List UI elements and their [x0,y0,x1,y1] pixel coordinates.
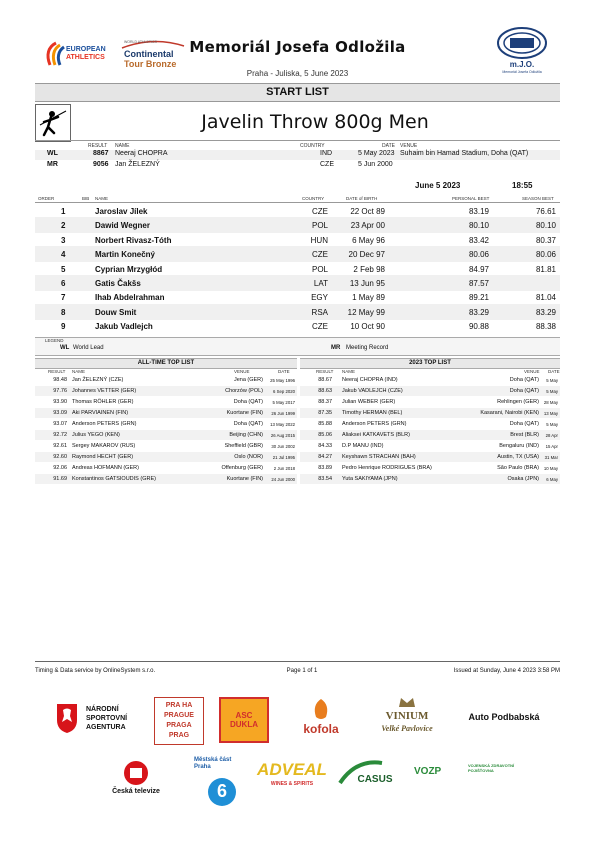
cell-country: CZE [312,207,328,216]
toplist-cell-d: 13 May 2022 [270,422,295,427]
cell-dob: 10 Oct 90 [350,322,385,332]
th-dob: DATE of BIRTH [346,196,378,201]
cell-pb: 83.19 [468,207,489,216]
meeting-subtitle: Praha - Juliska, 5 June 2023 [246,69,349,78]
start-list-row [35,318,560,334]
toplist-cell-d: 30 Jun 2002 [271,444,295,449]
toplist-cell-d: 10 May [543,466,558,471]
toplist-cell-v: Doha (QAT) [233,399,263,405]
toplist-cell-v: Kasarani, Nairobi (KEN) [480,410,539,416]
toplist-row [35,463,297,473]
toplist-cell-r: 98.48 [53,377,67,383]
toplist-cell-n: Pedro Henrique RODRIGUES (BRA) [342,465,432,471]
czech-lion-icon [54,702,80,734]
sponsor-praha-text: PRA HA PRAGUE PRAGA PRAG [164,702,194,739]
sponsor-adveal-text: ADVEAL [257,760,327,779]
cell-name: Jaroslav Jílek [95,207,148,216]
cell-order: 4 [61,250,66,260]
toplist-cell-v: Beijing (CHN) [229,432,263,438]
toplist-cell-n: D.P MANU (IND) [342,443,384,449]
cell-dob: 23 Apr 00 [350,221,385,231]
toplist-row [35,375,297,385]
record-country: IND [320,150,333,157]
toplist-row [35,430,297,440]
toplist-cell-d: 13 May [543,411,558,416]
toplist-cell-v: Oslo (NOR) [234,454,263,460]
cell-order: 2 [61,221,66,231]
record-date: 5 Jun 2000 [358,161,393,168]
cell-order: 7 [61,293,66,303]
ct-line1: Continental [124,49,174,59]
cell-order: 5 [61,264,66,274]
toplist-row [300,430,560,440]
toplist-h-venue: VENUE [524,369,540,374]
toplist-row [300,419,560,429]
toplist-row [300,474,560,484]
toplist-cell-r: 84.27 [318,454,332,460]
record-result: 8867 [93,150,109,157]
th-name: NAME [95,196,109,201]
records-head-country: COUNTRY [300,143,325,149]
records-head-result: RESULT [88,143,108,149]
cell-sb: 88.38 [535,322,556,332]
toplist-cell-d: 25 May 1996 [270,378,295,383]
toplist-cell-r: 88.37 [318,399,332,405]
alltime-h-name: NAME [72,369,86,374]
toplist-cell-r: 92.06 [53,465,67,471]
toplist-cell-d: 28 Apr [545,433,558,438]
cell-name: Douw Smit [95,307,137,317]
toplist-cell-v: Doha (QAT) [509,377,539,383]
toplist-cell-r: 91.69 [53,476,67,482]
toplist-cell-d: 26 Aug 2015 [270,433,295,438]
legend-wl-code: WL [60,345,70,351]
sponsor-asc-dukla [219,697,269,743]
toplist-2023-title: 2023 TOP LIST [300,358,560,369]
mjo-sublabel: Memoriál Josefa Odložila [502,70,542,74]
alltime-h-result: RESULT [48,369,66,374]
toplist-cell-n: Aki PARVIAINEN (FIN) [72,410,129,416]
toplist-cell-r: 84.33 [318,443,332,449]
cell-sb: 81.81 [535,264,556,274]
toplist-cell-v: Brest (BLR) [510,432,539,438]
toplist-h-name: NAME [342,369,356,374]
toplist-cell-r: 88.67 [318,377,332,383]
cell-country: CZE [312,322,328,332]
sponsor-vozp-sub: VOJENSKÁ ZDRAVOTNÍ POJIŠŤOVNA [468,763,515,773]
toplist-cell-n: Anderson PETERS (GRN) [72,421,137,427]
toplist-cell-v: Doha (QAT) [509,388,539,394]
toplist-cell-n: Sergey MAKAROV (RUS) [72,443,136,449]
sponsor-vinium-sub: Velké Pavlovice [381,724,433,733]
toplist-cell-d: 2 Jun 2018 [273,466,295,471]
toplist-cell-n: Andreas HOFMANN (GER) [72,465,139,471]
cell-country: HUN [310,235,328,245]
th-bib: BIB [82,196,90,201]
toplist-cell-v: Kuortane (FIN) [226,410,263,416]
records-head-venue: VENUE [400,143,418,149]
ct-line2: Tour Bronze [124,59,177,69]
record-code: WL [47,150,58,157]
event-title: Javelin Throw 800g Men [201,111,429,133]
toplist-cell-r: 93.90 [53,399,67,405]
cell-country: POL [311,221,328,231]
toplist-cell-v: Jena (GER) [233,377,263,383]
toplist-cell-v: Rehlingen (GER) [497,399,539,405]
cell-name: Jakub Vadlejch [95,322,153,332]
th-sb: SEASON BEST [522,196,554,201]
cell-country: CZE [312,250,328,260]
toplist-cell-d: 5 May [546,389,558,394]
toplist-cell-v: Sheffield (GBR) [224,443,263,449]
cell-sb: 80.37 [535,235,556,245]
toplist-cell-v: Osaka (JPN) [507,476,539,482]
toplist-cell-r: 83.54 [318,476,332,482]
ea-logo-text-2: ATHLETICS [66,54,105,61]
toplist-row [300,441,560,451]
cell-country: EGY [311,293,328,303]
toplist-cell-v: Doha (QAT) [233,421,263,427]
cell-name: Martin Konečný [95,250,156,260]
toplist-cell-v: Offenburg (GER) [221,465,263,471]
toplist-cell-v: Bengaluru (IND) [499,443,539,449]
record-code: MR [47,161,58,168]
toplist-cell-v: Chorzów (POL) [225,388,263,394]
toplist-h-result: RESULT [316,369,334,374]
toplist-row [300,397,560,407]
th-country: COUNTRY [302,196,325,201]
toplist-cell-r: 85.06 [318,432,332,438]
start-list-bar: START LIST [35,83,560,102]
toplist-cell-v: São Paulo (BRA) [497,465,539,471]
toplist-cell-n: Neeraj CHOPRA (IND) [342,377,398,383]
toplist-row [35,397,297,407]
toplist-row [35,474,297,484]
toplist-cell-n: Julius YEGO (KEN) [72,432,120,438]
event-pictogram [35,104,71,142]
toplist-row [35,452,297,462]
cell-country: RSA [311,307,328,317]
toplist-cell-n: Thomas RÖHLER (GER) [72,399,134,405]
cell-name: Cyprian Mrzygłód [95,264,163,274]
legend-wl-text: World Lead [73,345,104,351]
toplist-cell-n: Konstantinos GATSIOUDIS (GRE) [72,476,156,482]
cell-pb: 80.10 [468,221,489,231]
toplist-cell-v: Austin, TX (USA) [497,454,539,460]
footer-issued: Issued at Sunday, June 4 2023 3:58 PM [453,668,560,674]
toplist-cell-d: 21 Jul 1995 [272,455,295,460]
toplist-cell-n: Yuta SAKIYAMA (JPN) [342,476,398,482]
cell-dob: 13 Jun 95 [349,279,385,288]
toplist-cell-r: 88.63 [318,388,332,394]
toplist-cell-d: 24 Jun 2000 [271,477,295,482]
toplist-cell-n: Raymond HECHT (GER) [72,454,134,460]
toplist-h-date: DATE [548,369,560,374]
footer-divider [35,661,560,662]
cell-sb: 80.10 [535,221,556,231]
cell-dob: 6 May 96 [352,235,385,245]
toplist-row [300,375,560,385]
cell-pb: 90.88 [468,322,489,332]
toplist-cell-n: Timothy HERMAN (BEL) [342,410,403,416]
cell-pb: 87.57 [468,279,489,288]
toplist-cell-d: 26 Jun 1999 [271,411,295,416]
toplist-row [300,452,560,462]
toplist-cell-r: 97.76 [53,388,67,394]
toplist-cell-n: Johannes VETTER (GER) [72,388,137,394]
javelin-athlete-icon [36,105,70,141]
toplist-cell-v: Kuortane (FIN) [226,476,263,482]
cell-name: Norbert Rivasz-Tóth [95,235,172,245]
legend-mr-code: MR [331,345,341,351]
toplist-row [35,441,297,451]
cell-name: Ihab Abdelrahman [95,293,165,303]
alltime-h-venue: VENUE [234,369,250,374]
legend [35,337,560,356]
toplist-cell-v: Doha (QAT) [509,421,539,427]
cell-pb: 80.06 [468,250,489,260]
toplist-row [300,408,560,418]
event-time: 18:55 [512,181,533,190]
kofola-leaf-icon [308,697,334,721]
cell-order: 8 [61,307,66,317]
cell-name: Dawid Wegner [95,221,150,231]
toplist-cell-d: 5 May [546,422,558,427]
sponsor-praha6-text: Městská část Praha [194,757,232,770]
sponsor-praha6 [194,757,244,807]
cell-pb: 89.21 [468,293,489,303]
records-head-date: DATE [382,143,395,149]
record-row-mr [35,161,560,171]
cell-order: 3 [61,235,66,245]
footer-page: Page 1 of 1 [286,668,318,674]
toplist-cell-d: 6 May [546,477,558,482]
cell-sb: 76.61 [535,207,556,216]
cell-country: POL [311,264,328,274]
toplist-cell-r: 92.60 [53,454,67,460]
meeting-title: Memoriál Josefa Odložila [189,38,406,56]
toplist-cell-n: Keyshawn STRACHAN (BAH) [342,454,416,460]
cell-order: 6 [61,279,66,288]
cell-sb: 83.29 [535,307,556,317]
cell-country: LAT [313,279,328,288]
sponsor-ct-text: Česká televize [112,788,160,795]
alltime-toplist-title: ALL-TIME TOP LIST [35,358,297,369]
toplist-cell-d: 28 May [543,400,558,405]
toplist-cell-d: 6 Sep 2020 [273,389,295,394]
vinium-crown-icon [397,695,417,709]
sponsor-vinium-text: VINIUM [385,710,429,722]
event-divider [35,140,560,141]
cell-order: 1 [61,207,66,216]
toplist-cell-r: 85.88 [318,421,332,427]
cell-dob: 2 Feb 98 [353,264,385,274]
toplist-row [35,419,297,429]
cell-dob: 12 May 99 [347,307,385,317]
alltime-h-date: DATE [278,369,290,374]
toplist-cell-r: 92.72 [53,432,67,438]
record-name: Neeraj CHOPRA [115,150,168,157]
toplist-cell-d: 15 Apr [545,444,558,449]
toplist-row [300,386,560,396]
cell-dob: 1 May 89 [352,293,385,303]
record-date: 5 May 2023 [358,150,395,157]
toplist-cell-n: Anderson PETERS (GRN) [342,421,407,427]
toplist-cell-d: 5 May [546,378,558,383]
record-country: CZE [320,161,334,168]
sponsor-auto-podbabska: Auto Podbabská [468,712,540,722]
cell-sb: 81.04 [535,293,556,303]
sponsor-adveal-sub: WINES & SPIRITS [270,781,314,787]
mjo-label: m.J.O. [509,60,535,69]
sponsor-praha6-number: 6 [216,781,227,801]
event-date: June 5 2023 [415,181,461,190]
legend-head: LEGEND [45,338,64,343]
toplist-cell-d: 5 May 2017 [272,400,295,405]
cell-name: Gatis Čakšs [95,279,141,288]
record-result: 9056 [93,161,109,168]
cell-pb: 83.42 [468,235,489,245]
th-pb: PERSONAL BEST [452,196,490,201]
toplist-row [35,386,297,396]
cell-pb: 84.97 [468,264,489,274]
toplist-cell-d: 31 Mar [544,455,558,460]
mjo-emblem-icon [496,26,548,60]
toplist-cell-r: 83.89 [318,465,332,471]
toplist-cell-r: 93.07 [53,421,67,427]
toplist-row [300,463,560,473]
cell-sb: 80.06 [535,250,556,260]
footer-timing: Timing & Data service by OnlineSystem s.r.o. [35,668,156,674]
toplist-cell-n: Aliaksei KATKAVETS (BLR) [342,432,410,438]
sponsor-vozp-text: VOZP [414,766,442,777]
toplist-cell-r: 92.61 [53,443,67,449]
cell-dob: 22 Oct 89 [350,207,385,216]
sponsor-kofola-text: kofola [303,722,339,736]
cell-pb: 83.29 [468,307,489,317]
toplist-cell-n: Jan ŽELEZNÝ (CZE) [72,377,124,383]
legend-mr-text: Meeting Record [346,345,389,351]
cell-dob: 20 Dec 97 [348,250,385,260]
sponsor-praha [154,697,204,745]
toplist-row [35,408,297,418]
toplist-cell-r: 87.35 [318,410,332,416]
cell-order: 9 [61,322,66,332]
ea-logo-text-1: EUROPEAN [66,46,106,53]
record-venue: Suhaim bin Hamad Stadium, Doha (QAT) [400,150,529,157]
sponsor-casus-text: CASUS [357,774,393,785]
sponsor-asc-text: ASC DUKLA [230,711,258,729]
record-name: Jan ŽELEZNÝ [115,161,160,168]
toplist-cell-r: 93.09 [53,410,67,416]
toplist-cell-n: Jakub VADLEJCH (CZE) [342,388,403,394]
record-row-wl [35,150,560,160]
mjo-logo [492,26,552,78]
ct-logo-icon [118,760,154,786]
toplist-cell-n: Julian WEBER (GER) [342,399,396,405]
records-head-name: NAME [115,143,130,149]
sponsor-nsa-text: NÁRODNÍ SPORTOVNÍ AGENTURA [86,706,128,731]
th-order: ORDER [38,196,55,201]
ct-small-text: WORLD ATHLETICS [124,40,157,44]
